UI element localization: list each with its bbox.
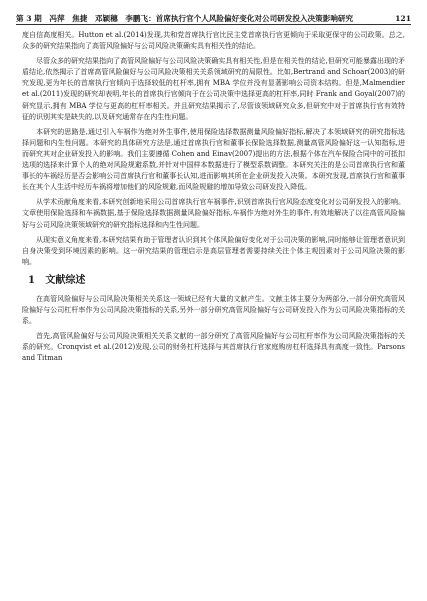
paragraph-research-approach: 本研究的思路是,通过引入车祸作为绝对外生事件,使用保险选择数据测量风险偏好指标,解决了本领域研究的研究指标选择问题和内生性问题。本研究的具体研究方法是,通过首席执行官和董事长保险选择数据,测量高管风险偏好这一认知指标,进而研究其对企业研发投入的影响。我们主要遵循 Cohen and Einav(2007)提出的方法,根据个体在汽车保险合同中的可抵扣选项的选择来计算个人的绝对风险规避系数,并针对中国样本数据进行了模型系数调整。本研究关注的是公司首席执行官和董事长的车祸经历是否会影响公司首席执行官和董事长认知,进而影响其所在企业研发投入决策。本研究发现,首席执行官和董事长在其个人生活中经历车祸将增加他们的风险规避,而风险规避的增加导致公司研发投入降低。	[22, 127, 405, 192]
section-title: 文献综述	[45, 274, 86, 286]
header-title: 第 3 期 冯萍 焦捷 邓颖穗 李鹏飞：首席执行官个人风险偏好变化对公司研发投入决策影响研究	[16, 14, 354, 23]
article-body	[22, 30, 405, 364]
section-heading	[28, 274, 405, 288]
paragraph-leverage-studies: 首先,高管风险偏好与公司风险决策相关关系文献的一部分研究了高管风险偏好与公司杠杆率作为公司风险决策指标的关系的研究。Cronqvist et al.(2012)发现,公司的财务杠杆选择与其首席执行官家庭购房杠杆选择具有高度一致性。Parsons and Titman	[22, 332, 405, 363]
page-number: 121	[395, 14, 411, 23]
header-rule	[16, 24, 411, 25]
running-header	[16, 8, 411, 24]
paragraph-literature-conflicts: 尽管众多的研究结果指向了高管风险偏好与公司风险决策确实具有相关性,但是在相关性的结论,但研究可能暴露出现的矛盾结论,依然揭示了首席高管风险偏好与公司风险决策相关关系领域研究的局限性。比如,Bertrand and Schoar(2003)的研究发现,更为年长的首席执行官倾向于选择较低的杠杆率,拥有 MBA 学位并没有显著影响公司资本结构。但是,Malmendier et al.(2011)发现的研究却表明,年长的首席执行官倾向于在公司决策中选择更高的杠杆率,同时 Frank and Goyal(2007)的研究显示,拥有 MBA 学位与更高的杠杆率相关。并且研究结果揭示了,尽管该领域研究众多,但研究中对于首席执行官有效特征的识别其实是缺失的,以及研究通常存在内生性问题。	[22, 57, 405, 121]
paragraph-practical-significance: 从现实意义角度来看,本研究结果有助于管理者认识到其个体风险偏好变化对于公司决策的影响,同时能够让管理者意识到自身决策受到环境因素的影响。这一研究结果的管理启示是高层管理者需要持续关注个体主观因素对于公司风险决策的影响。	[22, 235, 405, 266]
section-number: 1	[28, 274, 35, 286]
paragraph-literature-overview: 在高管风险偏好与公司风险决策相关关系这一领域已经有大量的文献产生。文献主体主要分为两部分,一部分研究高管风险偏好与公司杠杆率作为公司风险决策指标的关系,另外一部分研究高管风险偏好与公司研发投入作为公司风险决策指标的关系。	[22, 294, 405, 326]
paragraph-academic-contribution: 从学术贡献角度来看,本研究创新地采用公司首席执行官车祸事件,识别首席执行官风险态度变化对公司研发投入的影响。文章使用保险选择和车祸数据,基于保险选择数据测量风险偏好指标,车祸作为绝对外生的事件,有效地解决了以往高管风险偏好与公司风险决策领域研究的研究指标选择和内生性问题。	[22, 198, 405, 229]
paragraph-continuation: 度自信高度相关。Hutton et al.(2014)发现,共和党首席执行官比民主党首席执行官更倾向于采取更保守的公司政策。总之,众多的研究结果指向了高管风险偏好与公司风险决策确实具有相关性的结论。	[22, 31, 405, 51]
